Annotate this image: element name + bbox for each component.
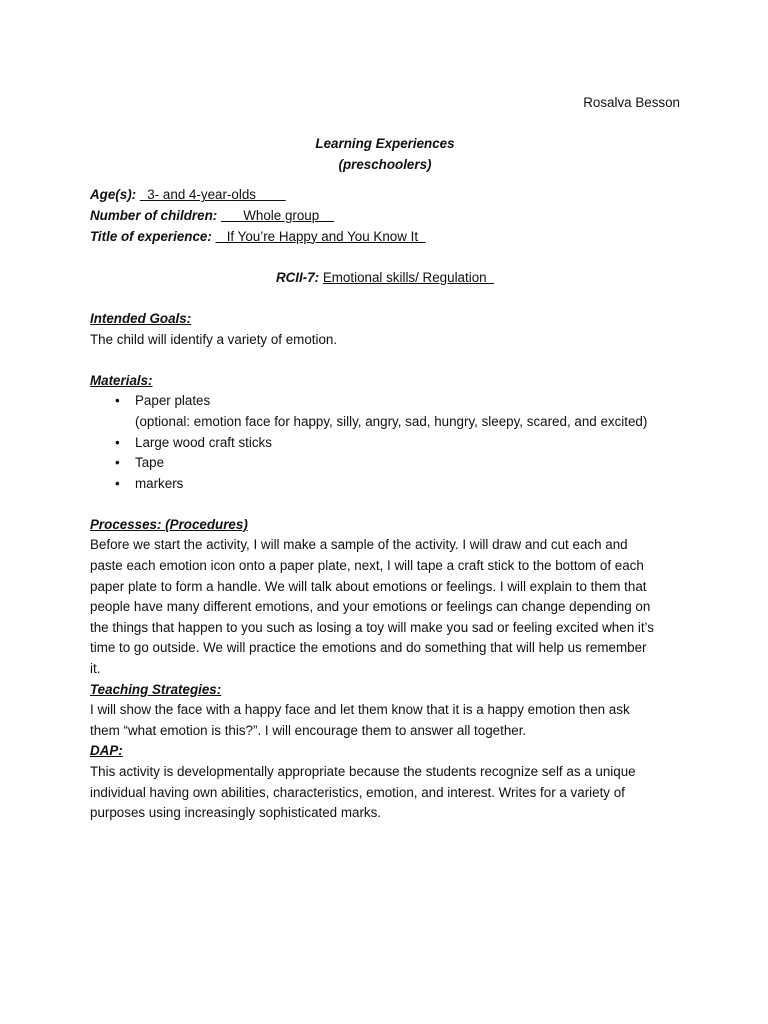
processes-line: paste each emotion icon onto a paper plate, next, I will tape a craft stick to the bottom of each [90, 558, 644, 574]
spacer [90, 494, 680, 515]
rcii-label: RCII-7: [275, 269, 320, 285]
spacer [90, 114, 680, 135]
list-item [90, 453, 680, 474]
experience-title-label: Title of experience: [90, 228, 212, 244]
list-item-label: markers [135, 475, 184, 491]
document-subtitle: (preschoolers) [338, 156, 432, 172]
spacer [90, 247, 680, 268]
bullet: • [115, 455, 120, 471]
bullet: • [115, 434, 120, 450]
processes-line: people have many different emotions, and your emotions or feelings can change depending on [90, 599, 651, 615]
materials-list [90, 391, 680, 494]
bullet: • [115, 475, 120, 491]
materials-optional-note: (optional: emotion face for happy, silly, angry, sad, hungry, sleepy, scared, and excited) [135, 413, 648, 429]
bullet: • [115, 393, 120, 409]
strategies-line: I will show the face with a happy face and let them know that it is a happy emotion then ask [90, 702, 630, 718]
age-row [90, 185, 680, 206]
list-item-label: Paper plates [135, 393, 211, 409]
processes-line: Before we start the activity, I will make a sample of the activity. I will draw and cut each and [90, 537, 628, 553]
age-value: 3- and 4-year-olds [139, 187, 286, 203]
goals-heading: Intended Goals: [90, 310, 192, 326]
processes-line: it. [90, 661, 101, 677]
rcii-row [90, 268, 680, 289]
children-value: Whole group [220, 207, 335, 223]
strategies-heading: Teaching Strategies: [90, 681, 222, 697]
processes-line: the things that happen to you such as losing a toy will make you sad or feeling excited when it’s [90, 619, 654, 635]
list-item-note [90, 412, 680, 433]
rcii-value: Emotional skills/ Regulation [322, 269, 495, 285]
processes-line: paper plate to form a handle. We will talk about emotions or feelings. I will explain to them that [90, 578, 647, 594]
list-item-label: Tape [135, 455, 165, 471]
document-body [90, 93, 680, 824]
children-label: Number of children: [90, 207, 218, 223]
list-item [90, 391, 680, 412]
dap-heading: DAP: [90, 743, 123, 759]
age-label: Age(s): [90, 187, 137, 203]
author-name: Rosalva Besson [583, 95, 680, 110]
materials-heading: Materials: [90, 372, 153, 388]
spacer [90, 288, 680, 309]
list-item [90, 433, 680, 454]
dap-line: individual having own abilities, characteristics, emotion, and interest. Writes for a variety of [90, 784, 625, 800]
spacer [90, 350, 680, 371]
dap-line: purposes using increasingly sophisticated marks. [90, 805, 382, 821]
list-item [90, 474, 680, 495]
experience-title-value: If You’re Happy and You Know It [215, 228, 426, 244]
experience-title-row [90, 227, 680, 248]
processes-line: time to go outside. We will practice the emotions and do something that will help us remember [90, 640, 647, 656]
goals-text: The child will identify a variety of emotion. [90, 331, 338, 347]
children-row [90, 206, 680, 227]
dap-line: This activity is developmentally appropriate because the students recognize self as a unique [90, 764, 636, 779]
list-item-label: Large wood craft sticks [135, 434, 272, 450]
spacer [90, 175, 680, 185]
processes-heading: Processes: (Procedures) [90, 516, 248, 532]
document-title: Learning Experiences [315, 136, 455, 152]
strategies-line: them “what emotion is this?”. I will encourage them to answer all together. [90, 722, 527, 738]
